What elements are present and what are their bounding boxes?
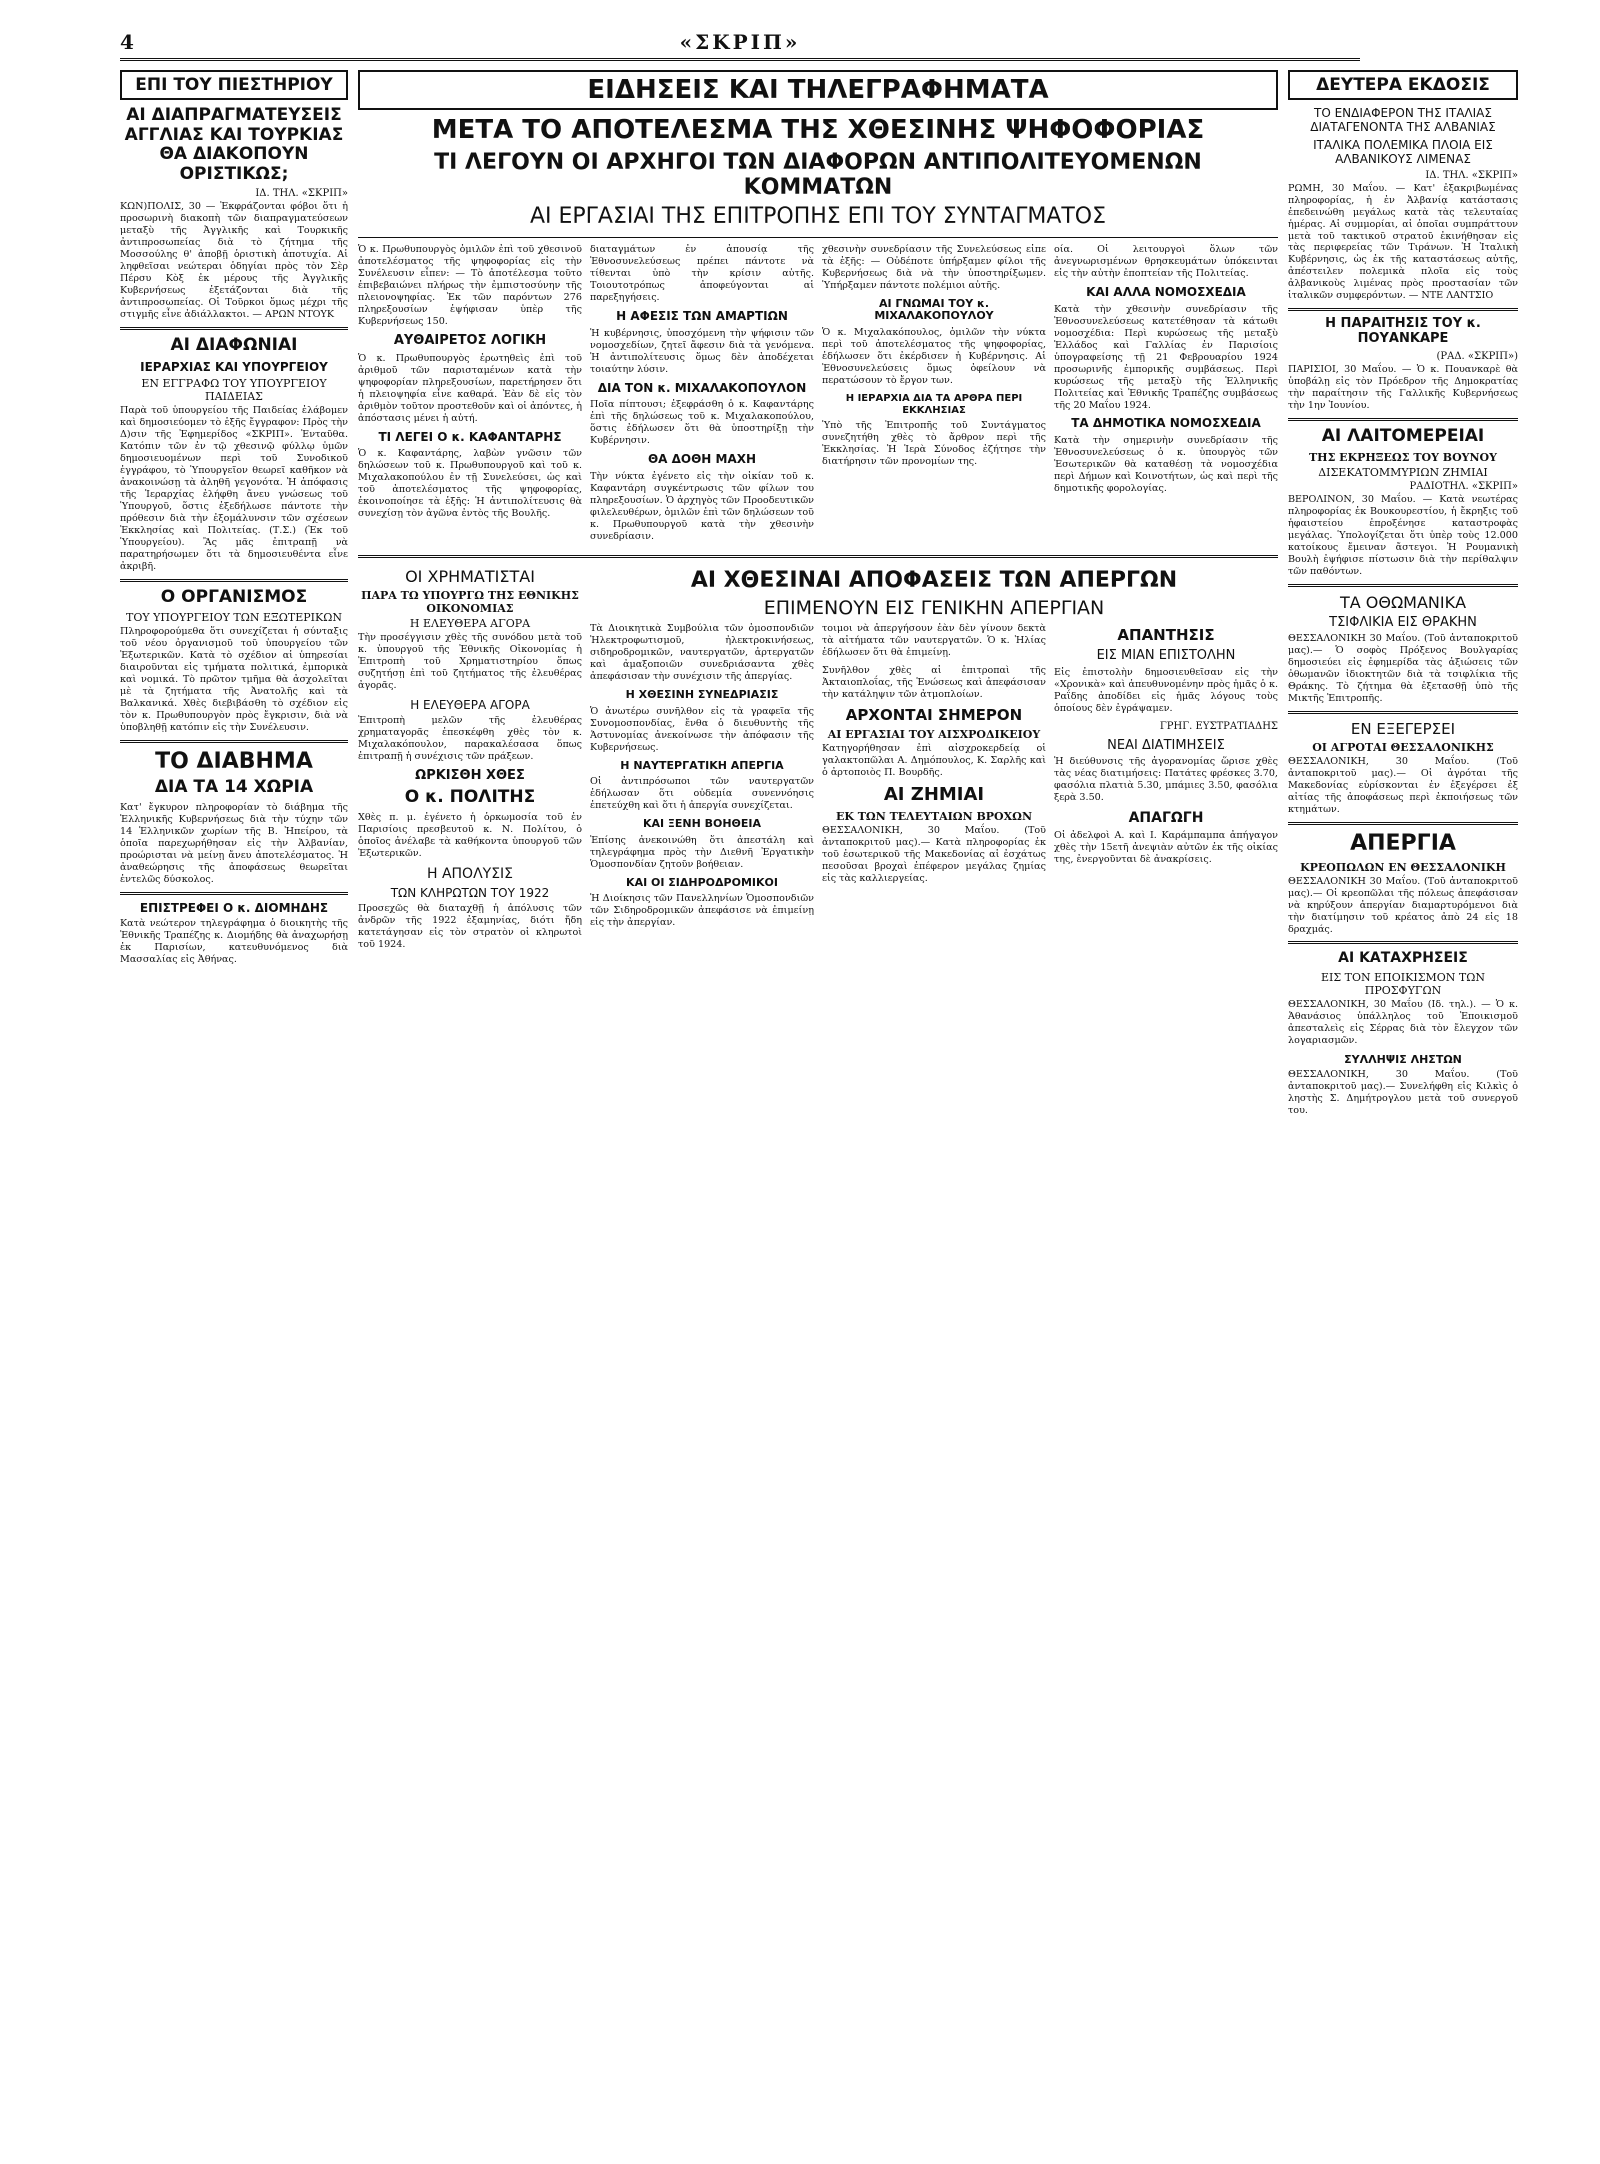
article-body: Τὴν προσέγγισιν χθὲς τῆς συνόδου μετὰ τοῦ κ. ὑπουργοῦ τῆς Ἐθνικῆς Οἰκονομίας ἡ Ἐπιτροπὴ τοῦ Χρηματιστηρίου ὅπως συζητήσῃ ἐπὶ τοῦ ζητήματος τῆς ἐλευθέρας ἀγορᾶς. xyxy=(358,632,582,692)
article-body: Συνῆλθον χθὲς αἱ ἐπιτροπαὶ τῆς Ἀκταιοπλοΐας, τῆς Ἑνώσεως καὶ ἀπεφάσισαν τὴν κατάληψιν τῶν ἀτμοπλοίων. xyxy=(822,665,1046,700)
section-subheading: ΕΚ ΤΩΝ ΤΕΛΕΥΤΑΙΩΝ ΒΡΟΧΩΝ xyxy=(835,809,1033,823)
article-body: Ἐπίσης ἀνεκοινώθη ὅτι ἀπεστάλη καὶ τηλεγράφημα πρὸς τὴν Διεθνῆ Ἐργατικὴν Ὁμοσπονδίαν ζητοῦν βοήθειαν. xyxy=(590,834,814,870)
article-body: ΚΩΝ)ΠΟΛΙΣ, 30 — Ἐκφράζονται φόβοι ὅτι ἡ προσωρινὴ διακοπὴ τῶν διαπραγματεύσεων μεταξὺ τῆς Ἀγγλικῆς καὶ Τουρκικῆς ἀντιπροσωπείας διὰ τὸ ζήτημα τῆς Μοσσούλης θ' ἀποβῇ ὁριστικὴ ἀποτυχία. Αἱ ληφθεῖσαι νεώτεραι ὁδηγίαι πρὸς τὸν Σὲρ Πέρσυ Κὸξ ἐκ μέρους τῆς Ἀγγλικῆς Κυβερνήσεως ἐξετάζονται διὰ τῆς ἀντιπροσωπείας. Οἱ Τοῦρκοι ὅμως μέχρι τῆς στιγμῆς εἶνε ἀδιάλλακτοι. — ΑΡΩΝ ΝΤΟΥΚ xyxy=(120,201,348,321)
section-heading: ΤΑ ΔΗΜΟΤΙΚΑ ΝΟΜΟΣΧΕΔΙΑ xyxy=(1071,416,1261,431)
article-body: Πληροφορούμεθα ὅτι συνεχίζεται ἡ σύνταξις τοῦ νέου ὀργανισμοῦ τοῦ ὑπουργείου τῶν Ἐξωτερικῶν. Κατὰ τὸ σχέδιον αἱ ὑπηρεσίαι διαιροῦνται εἰς τμήματα πολιτικά, ἐμπορικὰ καὶ νομικά. Τὸ πρῶτον τμῆμα θὰ ἀσχολεῖται μὲ τὰ ζητήματα τῆς Ἀνατολῆς καὶ τὰ Βαλκανικά. Χθὲς διεβιβάσθη τὸ σχέδιον εἰς τὸν κ. Πρωθυπουργὸν πρὸς ἔγκρισιν, διὰ νὰ ὑποβληθῇ κατόπιν εἰς τὴν Συνέλευσιν. xyxy=(120,626,348,734)
article-subtitle: ΚΡΕΟΠΩΛΩΝ ΕΝ ΘΕΣΣΑΛΟΝΙΚΗ xyxy=(1300,860,1506,874)
article-body: Ὁ κ. Πρωθυπουργὸς ὁμιλῶν ἐπὶ τοῦ χθεσινοῦ ἀποτελέσματος τῆς ψηφοφορίας εἰς τὴν Συνέλευσιν εἶπεν: — Τὸ ἀποτέλεσμα τοῦτο ἐπιβεβαιώνει πλήρως τὴν ἐμπιστοσύνην τῆς πλειονοψηφίας. Ἐκ τῶν παρόντων 276 πληρεξουσίων ἐψήφισαν ὑπὲρ τῆς Κυβερνήσεως 150. xyxy=(358,243,582,327)
article-subtitle: ΕΙΣ ΤΟΝ ΕΠΟΙΚΙΣΜΟΝ ΤΩΝ ΠΡΟΣΦΥΓΩΝ xyxy=(1321,970,1485,997)
divider xyxy=(120,579,348,582)
article-body: ΘΕΣΣΑΛΟΝΙΚΗ, 30 Μαΐου. (Τοῦ ἀνταποκριτοῦ μας).— Συνελήφθη εἰς Κιλκὶς ὁ ληστὴς Σ. Δημήτρογλου μετὰ τοῦ συνεργοῦ του. xyxy=(1288,1068,1518,1116)
article-body: Ἡ Διοίκησις τῶν Πανελληνίων Ὁμοσπονδιῶν τῶν Σιδηροδρομικῶν ἀπεφάσισε νὰ ἐπιμείνῃ εἰς τὴν ἀπεργίαν. xyxy=(590,893,814,929)
section-heading: Η ΧΘΕΣΙΝΗ ΣΥΝΕΔΡΙΑΣΙΣ xyxy=(625,687,779,701)
article-body: Προσεχῶς θὰ διαταχθῇ ἡ ἀπόλυσις τῶν ἀνδρῶν τῆς 1922 ἐξαμηνίας, διότι ἤδη κατετάγησαν εἰς τὸν στρατὸν οἱ κληρωτοὶ τοῦ 1924. xyxy=(358,903,582,950)
strike-article xyxy=(590,564,1278,957)
main-headline: ΜΕΤΑ ΤΟ ΑΠΟΤΕΛΕΣΜΑ ΤΗΣ ΧΘΕΣΙΝΗΣ ΨΗΦΟΦΟΡΙΑΣ xyxy=(431,115,1205,145)
center-column xyxy=(358,70,1278,2134)
article-body: Ὁ κ. Πρωθυπουργὸς ἐρωτηθεὶς ἐπὶ τοῦ ἀριθμοῦ τῶν παρισταμένων κατὰ τὴν ψηφοφορίαν πληρεξουσίων, παρετήρησεν ὅτι ἡ πλειοψηφία εἶνε καθαρά. Ἐὰν δὲ εἰς τὸν ἀριθμὸν τοῦτον προστεθοῦν καὶ οἱ ἀπόντες, ἡ ἀπόστασις μένει ἡ αὐτή. xyxy=(358,352,582,424)
telegraph-credit: ΙΔ. ΤΗΛ. «ΣΚΡΙΠ» xyxy=(255,188,348,200)
section-heading: ΑΡΧΟΝΤΑΙ ΣΗΜΕΡΟΝ xyxy=(845,705,1023,724)
article-body: Οἱ ἀδελφοὶ Α. καὶ Ι. Καράμπαμπα ἀπήγαγον χθὲς τὴν 15ετῆ ἀνεψιὰν αὐτῶν ἐκ τῆς οἰκίας της, ἐνεργοῦνται δὲ ἀνακρίσεις. xyxy=(1054,830,1278,866)
article-subtitle: ΙΕΡΑΡΧΙΑΣ ΚΑΙ ΥΠΟΥΡΓΕΙΟΥ xyxy=(140,359,328,374)
article-body: Κατ' ἔγκυρον πληροφορίαν τὸ διάβημα τῆς Ἑλληνικῆς Κυβερνήσεως διὰ τὴν τύχην τῶν 14 Ἑλληνικῶν χωρίων τῆς Β. Ἠπείρου, τὰ ὁποῖα παρεχωρήθησαν εἰς τὴν Ἀλβανίαν, προώρισται νὰ μείνῃ ἄνευ ἀποτελέσματος. Ἡ ἀναθεώρησις τῆς ἀποφάσεως θεωρεῖται ἐντελῶς δύσκολος. xyxy=(120,802,348,885)
article-subtitle: ΔΙΑ ΤΑ 14 ΧΩΡΙΑ xyxy=(154,777,314,798)
article-body: Ἡ διεύθυνσις τῆς ἀγορανομίας ὥρισε χθὲς τὰς νέας διατιμήσεις: Πατάτες φρέσκες 3.70, φασόλια πλατιὰ 5.30, μπάμιες 3.50, φασόλια ξερὰ 3.50. xyxy=(1054,756,1278,804)
divider xyxy=(358,555,1278,558)
main-column-4 xyxy=(1054,244,1278,549)
divider xyxy=(1288,584,1518,587)
main-column-2 xyxy=(590,244,814,549)
article-body: Ὁ κ. Καφαντάρης, λαβὼν γνῶσιν τῶν δηλώσεων τοῦ κ. Πρωθυπουργοῦ καὶ τοῦ κ. Μιχαλακοπούλου ἐν τῇ Συνελεύσει, ὡς καὶ τοῦ ἀποτελέσματος τῆς ψηφοφορίας, ἐκοινοποίησε τὰ ἑξῆς: Ἡ ἀντιπολίτευσις θὰ συνεχίσῃ τὸν ἀγῶνα ἐντὸς τῆς Βουλῆς. xyxy=(358,448,582,520)
article-body: Τὰ Διοικητικὰ Συμβούλια τῶν ὁμοσπονδιῶν Ἠλεκτροφωτισμοῦ, ἠλεκτροκινήσεως, σιδηροδρομικῶν, ναυτεργατῶν, ἀρτεργατῶν καὶ ἀμαξοποιῶν συνεδριάσαντα χθὲς ἀπεφάσισαν τὴν συνέχισιν τῆς ἀπεργίας. xyxy=(590,623,814,682)
article-body: Κατηγορήθησαν ἐπὶ αἰσχροκερδείᾳ οἱ γαλακτοπῶλαι Α. Δημόπουλος, Κ. Σαρλῆς καὶ ὁ ἀρτοποιὸς Π. Βουρδῆς. xyxy=(822,743,1046,779)
section-heading: ΔΙΑ ΤΟΝ κ. ΜΙΧΑΛΑΚΟΠΟΥΛΟΝ xyxy=(597,380,807,395)
strike-column-2 xyxy=(822,623,1046,935)
section-heading: ΑΙ ΓΝΩΜΑΙ ΤΟΥ κ. ΜΙΧΑΛΑΚΟΠΟΥΛΟΥ xyxy=(874,296,994,323)
article-body: ΒΕΡΟΛΙΝΟΝ, 30 Μαΐου. — Κατὰ νεωτέρας πληροφορίας ἐκ Βουκουρεστίου, ἡ ἔκρηξις τοῦ ἡφαιστείου ἐπροξένησε καταστροφὰς μεγάλας. Ὑπολογίζεται ὅτι ὑπὲρ τοὺς 12.000 κατοίκους ἔμειναν ἄστεγοι. Ἡ Ρουμανικὴ Βουλὴ ἐψήφισε πίστωσιν διὰ τὴν περίθαλψιν τῶν παθόντων. xyxy=(1288,493,1518,577)
article-subtitle: ΤΗΣ ΕΚΡΗΞΕΩΣ ΤΟΥ ΒΟΥΝΟΥ xyxy=(1309,450,1497,464)
telegraph-credit: ΙΔ. ΤΗΛ. «ΣΚΡΙΠ» xyxy=(1425,169,1518,181)
article-title: ΕΠΙΣΤΡΕΦΕΙ Ο κ. ΔΙΟΜΗΔΗΣ xyxy=(139,900,329,915)
section-heading: ΑΠΑΓΩΓΗ xyxy=(1128,810,1204,827)
article-body: ΘΕΣΣΑΛΟΝΙΚΗ, 30 Μαΐου. (Τοῦ ἀνταποκριτοῦ μας).— Οἱ ἀγρόται τῆς Μακεδονίας εὑρίσκονται ἐν ἐξεγέρσει ἐξ αἰτίας τῆς ἀποφάσεως περὶ ἐκποιήσεως τῶν κτημάτων. xyxy=(1288,756,1518,816)
section-heading: Η ΕΛΕΥΘΕΡΑ ΑΓΟΡΑ xyxy=(410,698,530,713)
divider xyxy=(1288,308,1518,311)
section-heading: ΘΑ ΔΟΘΗ ΜΑΧΗ xyxy=(647,452,757,467)
article-title: ΑΙ ΚΑΤΑΧΡΗΣΕΙΣ xyxy=(1338,950,1468,967)
article-body: Χθὲς π. μ. ἐγένετο ἡ ὁρκωμοσία τοῦ ἐν Παρισίοις πρεσβευτοῦ κ. Ν. Πολίτου, ὁ ὁποῖος ἀνέλαβε τὰ καθήκοντα ὑπουργοῦ τῶν Ἐξωτερικῶν. xyxy=(358,811,582,859)
article-title: ΑΙ ΛΑΙΤΟΜΕΡΕΙΑΙ xyxy=(1321,426,1485,447)
strike-headline: ΑΙ ΧΘΕΣΙΝΑΙ ΑΠΟΦΑΣΕΙΣ ΤΩΝ ΑΠΕΡΓΩΝ xyxy=(690,567,1178,593)
page-number: 4 xyxy=(120,30,134,54)
article-subtitle: ΙΤΑΛΙΚΑ ΠΟΛΕΜΙΚΑ ΠΛΟΙΑ ΕΙΣ ΑΛΒΑΝΙΚΟΥΣ ΛΙΜΕΝΑΣ xyxy=(1313,137,1493,167)
section-subheading: ΑΙ ΕΡΓΑΣΙΑΙ ΤΟΥ ΑΙΣΧΡΟΔΙΚΕΙΟΥ xyxy=(827,728,1041,742)
left-column xyxy=(120,70,348,2134)
article-body: Κατὰ τὴν χθεσινὴν συνεδρίασιν τῆς Ἐθνοσυνελεύσεως κατετέθησαν τὰ κάτωθι νομοσχέδια: Περὶ κυρώσεως τῆς μεταξὺ Ἑλλάδος καὶ Γαλλίας ἐν Παρισίοις ὑπογραφείσης τῇ 21 Φεβρουαρίου 1924 προσωρινῆς ἐμπορικῆς συμβάσεως. Περὶ κυρώσεως τῆς μεταξὺ τῆς Ἑλληνικῆς Πολιτείας καὶ Ἐθνικῆς Τραπέζης συμβάσεως τῆς 20 Μαΐου 1924. xyxy=(1054,303,1278,411)
article-title: Ο ΟΡΓΑΝΙΣΜΟΣ xyxy=(160,586,308,607)
article-title: ΑΠΑΝΤΗΣΙΣ xyxy=(1117,626,1215,645)
strike-column-3 xyxy=(1054,623,1278,935)
article-title: ΑΙ ΔΙΑΠΡΑΓΜΑΤΕΥΣΕΙΣ ΑΓΓΛΙΑΣ ΚΑΙ ΤΟΥΡΚΙΑΣ ΘΑ ΔΙΑΚΟΠΟΥΝ ΟΡΙΣΤΙΚΩΣ; xyxy=(124,105,344,184)
main-headline-3: ΑΙ ΕΡΓΑΣΙΑΙ ΤΗΣ ΕΠΙΤΡΟΠΗΣ ΕΠΙ ΤΟΥ ΣΥΝΤΑΓΜΑΤΟΣ xyxy=(529,204,1107,230)
article-body: ΘΕΣΣΑΛΟΝΙΚΗ 30 Μαΐου. (Τοῦ ἀνταποκριτοῦ μας).— Ὁ σοφὸς Πρόξενος Βουλγαρίας δημοσιεύει εἰς ἐφημερίδα τὰς ἀξιώσεις τῶν ὀθωμανῶν ἰδιοκτητῶν διὰ τὰ τσιφλίκια τῆς Θράκης. Τὸ ζήτημα θὰ ἐξετασθῇ ὑπὸ τῆς Μικτῆς Ἐπιτροπῆς. xyxy=(1288,633,1518,705)
section-heading: Η ΑΦΕΣΙΣ ΤΩΝ ΑΜΑΡΤΙΩΝ xyxy=(616,308,788,323)
section-heading: ΚΑΙ ΑΛΛΑ ΝΟΜΟΣΧΕΔΙΑ xyxy=(1086,284,1246,299)
article-body: Ὑπὸ τῆς Ἐπιτροπῆς τοῦ Συντάγματος συνεζητήθη χθὲς τὸ ἄρθρον περὶ τῆς Ἐκκλησίας. Ἡ Ἱερὰ Σύνοδος ἐζήτησε τὴν διατήρησιν τῶν προνομίων της. xyxy=(822,420,1046,467)
article-body: Κατὰ νεώτερον τηλεγράφημα ὁ διοικητὴς τῆς Ἐθνικῆς Τραπέζης κ. Διομήδης θὰ ἀναχωρήσῃ ἐκ Παρισίων, κατευθυνόμενος διὰ Μασσαλίας εἰς Ἀθήνας. xyxy=(120,918,348,966)
article-title: ΕΝ ΕΞΕΓΕΡΣΕΙ xyxy=(1350,720,1456,739)
section-heading: Η ΑΠΟΛΥΣΙΣ xyxy=(426,865,514,882)
article-body: Παρὰ τοῦ ὑπουργείου τῆς Παιδείας ἐλάβομεν καὶ δημοσιεύομεν τὸ ἑξῆς ἔγγραφον: Πρὸς τὴν Δ)σιν τῆς Ἐφημερίδος «ΣΚΡΙΠ». Ἐνταῦθα. Κατόπιν τῶν ἐν τῷ χθεσινῷ φύλλῳ ὑμῶν δημοσιευομένων περὶ τοῦ Συνοδικοῦ ἐγγράφου, τὸ Ὑπουργεῖον θεωρεῖ καθῆκον νὰ ἀνακοινώσῃ τὰ ἀληθῆ γεγονότα. Ἡ ἀπόφασις τῆς Ἱεραρχίας ἐλήφθη ἄνευ γνώσεως τοῦ Ὑπουργοῦ, ὅστις ἐξεδήλωσε πάντοτε τὴν πρόθεσιν διὰ τὴν ἐξομάλυνσιν τῶν σχέσεων Ἐκκλησίας καὶ Πολιτείας. (Τ.Σ.) (Ἐκ τοῦ Ὑπουργείου). Ἂς μᾶς ἐπιτραπῇ νὰ παρατηρήσωμεν ὅτι τὰ δημοσιευθέντα εἶνε ἀκριβῆ. xyxy=(120,404,348,572)
strike-column-1 xyxy=(590,623,814,935)
article-body: ΘΕΣΣΑΛΟΝΙΚΗ, 30 Μαΐου (Ιδ. τηλ.). — Ὁ κ. Ἀθανάσιος ὑπάλληλος τοῦ Ἐποικισμοῦ ἀπεσταλεὶς εἰς Σέρρας διὰ τὸν ἔλεγχον τῶν λογαριασμῶν. xyxy=(1288,998,1518,1046)
article-body: διαταγμάτων ἐν ἀπουσίᾳ τῆς Ἐθνοσυνελεύσεως πρέπει πάντοτε νὰ τίθενται ὑπὸ τὴν κρίσιν αὐτῆς. Τοιουτοτρόπως ἀποφεύγονται αἱ παρεξηγήσεις. xyxy=(590,243,814,303)
divider xyxy=(1288,822,1518,825)
section-header-press: ΕΠΙ ΤΟΥ ΠΙΕΣΤΗΡΙΟΥ xyxy=(120,70,348,100)
article-body: Ὁ ἀνωτέρω συνῆλθον εἰς τὰ γραφεῖα τῆς Συνομοσπονδίας, ἔνθα ὁ διευθυντὴς τῆς Ἀστυνομίας ἀνεκοίνωσε τὴν ἀπόφασιν τῆς Κυβερνήσεως. xyxy=(590,705,814,753)
article-subtitle: ΕΝ ΕΓΓΡΑΦΩ ΤΟΥ ΥΠΟΥΡΓΕΙΟΥ ΠΑΙΔΕΙΑΣ xyxy=(141,376,327,403)
right-column xyxy=(1288,70,1518,2134)
article-body: ΘΕΣΣΑΛΟΝΙΚΗ 30 Μαΐου. (Τοῦ ἀνταποκριτοῦ μας).— Οἱ κρεοπῶλαι τῆς πόλεως ἀπεφάσισαν νὰ κηρύξουν ἀπεργίαν διαμαρτυρόμενοι διὰ τὴν διατίμησιν τοῦ κρέατος ἀπὸ 24 εἰς 18 δραχμάς. xyxy=(1288,875,1518,935)
article-subtitle: ΕΙΣ ΜΙΑΝ ΕΠΙΣΤΟΛΗΝ xyxy=(1096,648,1236,664)
article-body: Ἡ κυβέρνησις, ὑποσχόμενη τὴν ψήφισιν τῶν νομοσχεδίων, ζητεῖ ἄφεσιν διὰ τὰ γενόμενα. Ἡ ἀντιπολίτευσις ὅμως δὲν ἀποδέχεται τοιαύτην λύσιν. xyxy=(590,327,814,375)
section-heading: ΑΙ ΖΗΜΙΑΙ xyxy=(883,784,985,806)
article-body: Εἰς ἐπιστολὴν δημοσιευθεῖσαν εἰς τὴν «Χρονικὰ» καὶ ἀπευθυνομένην πρὸς ἡμᾶς ὁ κ. Ραΐδης ἀποδίδει εἰς ἡμᾶς λόγους τοὺς ὁποίους δὲν ἐγράψαμεν. xyxy=(1054,666,1278,714)
section-heading: ΚΑΙ ΞΕΝΗ ΒΟΗΘΕΙΑ xyxy=(642,817,762,831)
section-heading: ΩΡΚΙΣΘΗ ΧΘΕΣ xyxy=(415,768,525,784)
article-body: χθεσινὴν συνεδρίασιν τῆς Συνελεύσεως εἶπε τὰ ἑξῆς: — Οὐδέποτε ὑπήρξαμεν φίλοι τῆς Κυβερνήσεως διὰ νὰ τὴν ὑποστηρίξωμεν. Ὑπήρξαμεν πάντοτε πολέμιοι αὐτῆς. xyxy=(822,243,1046,291)
article-body: οία. Οἱ λειτουργοὶ ὅλων τῶν ἀνεγνωρισμένων θρησκευμάτων ὑπόκεινται εἰς τὴν αὐτὴν ἐποπτείαν τῆς Πολιτείας. xyxy=(1054,243,1278,279)
section-heading: ΤΩΝ ΚΛΗΡΩΤΩΝ ΤΟΥ 1922 xyxy=(390,885,550,900)
newspaper-name: «ΣΚΡΙΠ» xyxy=(679,30,801,54)
divider xyxy=(1288,711,1518,714)
main-column-1 xyxy=(358,244,582,549)
article-subtitle: ΤΣΙΦΛΙΚΙΑ ΕΙΣ ΘΡΑΚΗΝ xyxy=(1329,614,1477,630)
article-title: ΟΙ ΧΡΗΜΑΤΙΣΤΑΙ xyxy=(405,566,535,586)
article-title: ΑΙ ΔΙΑΦΩΝΙΑΙ xyxy=(170,335,298,356)
section-header-second-edition: ΔΕΥΤΕΡΑ ΕΚΔΟΣΙΣ xyxy=(1288,70,1518,100)
article-body: Ἐπιτροπὴ μελῶν τῆς ἐλευθέρας χρηματαγορᾶς ἐπεσκέφθη χθὲς τὸν κ. Μιχαλακόπουλον, παρακαλέσασα ὅπως ἐπιτραπῇ ἡ συνέχισις τῶν πράξεων. xyxy=(358,715,582,763)
section-header-news: ΕΙΔΗΣΕΙΣ ΚΑΙ ΤΗΛΕΓΡΑΦΗΜΑΤΑ xyxy=(358,70,1278,110)
main-article-columns xyxy=(358,244,1278,549)
article-title: ΑΠΕΡΓΙΑ xyxy=(1350,831,1456,857)
section-heading: Η ΝΑΥΤΕΡΓΑΤΙΚΗ ΑΠΕΡΓΙΑ xyxy=(620,758,784,772)
article-body: ΡΩΜΗ, 30 Μαΐου. — Κατ' ἐξακριβωμένας πληροφορίας, ἡ ἐν Ἀλβανίᾳ κατάστασις ἐπεδεινώθη μεγάλως κατὰ τὰς τελευταίας ἡμέρας. Αἱ συμμορίαι, αἱ ὁποῖαι συμπράττουν μετὰ τοῦ τακτικοῦ στρατοῦ ἐκινήθησαν εἰς τὰς περιφερείας τῶν Τιράνων. Ἡ Ἰταλικὴ Κυβέρνησις, ὡς ἐκ τῆς καταστάσεως αὐτῆς, ἀπέστειλεν πολεμικὰ πλοῖα εἰς τοὺς ἀλβανικοὺς λιμένας πρὸς προστασίαν τῶν ἰταλικῶν συμφερόντων. — ΝΤΕ ΛΑΝΤΣΙΟ xyxy=(1288,182,1518,302)
article-body: Κατὰ τὴν σημερινὴν συνεδρίασιν τῆς Ἐθνοσυνελεύσεως ὁ κ. ὑπουργὸς τῶν Ἐσωτερικῶν θὰ καταθέσῃ τὰ νομοσχέδια περὶ Δήμων καὶ Κοινοτήτων, ὡς καὶ περὶ τῆς δημοτικῆς φορολογίας. xyxy=(1054,435,1278,495)
article-title: Η ΠΑΡΑΙΤΗΣΙΣ ΤΟΥ κ. ΠΟΥΑΝΚΑΡΕ xyxy=(1325,316,1481,347)
lower-article-columns xyxy=(358,564,1278,957)
article-subtitle: ΟΙ ΑΓΡΟΤΑΙ ΘΕΣΣΑΛΟΝΙΚΗΣ xyxy=(1312,741,1494,755)
article-body: ΘΕΣΣΑΛΟΝΙΚΗ, 30 Μαΐου. (Τοῦ ἀνταποκριτοῦ μας).— Κατὰ πληροφορίας ἐκ τοῦ ἐσωτερικοῦ τῆς Μακεδονίας αἱ ἐσχάτως πεσοῦσαι βροχαὶ ἐπέφερον μεγάλας ζημίας εἰς τὰς καλλιεργείας. xyxy=(822,824,1046,884)
section-heading: ΝΕΑΙ ΔΙΑΤΙΜΗΣΕΙΣ xyxy=(1107,737,1225,753)
divider xyxy=(1288,941,1518,944)
section-heading: ΣΥΛΛΗΨΙΣ ΛΗΣΤΩΝ xyxy=(1344,1052,1462,1066)
telegraph-credit: (ΡΑΔ. «ΣΚΡΙΠ») xyxy=(1436,351,1518,363)
main-column-3 xyxy=(822,244,1046,549)
main-headline-2: ΤΙ ΛΕΓΟΥΝ ΟΙ ΑΡΧΗΓΟΙ ΤΩΝ ΔΙΑΦΟΡΩΝ ΑΝΤΙΠΟΛΙΤΕΥΟΜΕΝΩΝ ΚΟΜΜΑΤΩΝ xyxy=(434,149,1202,201)
section-heading: ΚΑΙ ΟΙ ΣΙΔΗΡΟΔΡΟΜΙΚΟΙ xyxy=(626,875,778,889)
article-subtitle: ΠΑΡΑ ΤΩ ΥΠΟΥΡΓΩ ΤΗΣ ΕΘΝΙΚΗΣ ΟΙΚΟΝΟΜΙΑΣ xyxy=(361,589,579,616)
telegraph-credit: ΡΑΔΙΟΤΗΛ. «ΣΚΡΙΠ» xyxy=(1409,480,1518,492)
section-heading: Ο κ. ΠΟΛΙΤΗΣ xyxy=(404,787,536,808)
article-subtitle: ΔΙΣΕΚΑΤΟΜΜΥΡΙΩΝ ΖΗΜΙΑΙ xyxy=(1318,465,1488,479)
section-heading: Η ΙΕΡΑΡΧΙΑ ΔΙΑ ΤΑ ΑΡΘΡΑ ΠΕΡΙ ΕΚΚΛΗΣΙΑΣ xyxy=(845,393,1023,416)
divider xyxy=(358,237,1278,238)
divider xyxy=(120,892,348,895)
lower-column-1 xyxy=(358,564,582,957)
article-body: Ποῖα πίπτουσι; ἐξεφράσθη ὁ κ. Καφαντάρης ἐπὶ τῆς δηλώσεως τοῦ κ. Μιχαλακοπούλου, ὅστις ἐδήλωσεν ὅτι θὰ ὑποστηρίξῃ τὴν Κυβέρνησιν. xyxy=(590,399,814,447)
strike-headline-2: ΕΠΙΜΕΝΟΥΝ ΕΙΣ ΓΕΝΙΚΗΝ ΑΠΕΡΓΙΑΝ xyxy=(763,597,1105,620)
article-subtitle: Η ΕΛΕΥΘΕΡΑ ΑΓΟΡΑ xyxy=(409,617,531,631)
article-body: ΠΑΡΙΣΙΟΙ, 30 Μαΐου. — Ὁ κ. Πουανκαρὲ θὰ ὑποβάλῃ εἰς τὸν Πρόεδρον τῆς Δημοκρατίας τὴν παραίτησιν τῆς Γαλλικῆς Κυβερνήσεως τὴν 1ην Ἰουνίου. xyxy=(1288,364,1518,412)
divider xyxy=(1288,418,1518,421)
article-title: ΤΟ ΕΝΔΙΑΦΕΡΟΝ ΤΗΣ ΙΤΑΛΙΑΣ ΔΙΑΤΑΓΕΝΟΝΤΑ ΤΗΣ ΑΛΒΑΝΙΑΣ xyxy=(1310,106,1496,135)
divider xyxy=(120,327,348,330)
divider xyxy=(120,740,348,743)
article-body: Οἱ ἀντιπρόσωποι τῶν ναυτεργατῶν ἐδήλωσαν ὅτι οὐδεμία συνεννόησις ἐπετεύχθη καὶ ὅτι ἡ ἀπεργία συνεχίζεται. xyxy=(590,776,814,812)
section-heading: ΑΥΘΑΙΡΕΤΟΣ ΛΟΓΙΚΗ xyxy=(393,332,547,348)
article-title: ΤΑ ΟΘΩΜΑΝΙΚΑ xyxy=(1339,592,1467,612)
article-body: Τὴν νύκτα ἐγένετο εἰς τὴν οἰκίαν τοῦ κ. Καφαντάρη συγκέντρωσις τῶν φίλων του πληρεξουσίων. Ὁ ἀρχηγὸς τῶν Προοδευτικῶν φιλελευθέρων, ὁμιλῶν ἐπὶ τῶν δηλώσεων τοῦ κ. Πρωθυπουργοῦ κατὰ τὴν χθεσινὴν συνεδρίασιν. xyxy=(590,471,814,542)
section-heading: ΤΙ ΛΕΓΕΙ Ο κ. ΚΑΦΑΝΤΑΡΗΣ xyxy=(378,429,562,444)
article-title: ΤΟ ΔΙΑΒΗΜΑ xyxy=(155,749,313,775)
article-body: τοιμοι νὰ ἀπεργήσουν ἐὰν δὲν γίνουν δεκτὰ τὰ αἰτήματα τῶν ναυτεργατῶν. Ὁ κ. Ἡλίας ἐδήλωσεν ὅτι θὰ ἐπιμείνῃ. xyxy=(822,623,1046,659)
article-subtitle: ΤΟΥ ΥΠΟΥΡΓΕΙΟΥ ΤΩΝ ΕΞΩΤΕΡΙΚΩΝ xyxy=(126,611,342,625)
strike-columns xyxy=(590,623,1278,935)
article-body: Ὁ κ. Μιχαλακόπουλος, ὁμιλῶν τὴν νύκτα περὶ τοῦ ἀποτελέσματος τῆς ψηφοφορίας, ἐδήλωσεν ὅτι ἐκέρδισεν ἡ Κυβέρνησις. Αἱ Ἐθνοσυνελεύσεις ὅμως ὀφείλουν νὰ περατώσουν τὸ ἔργον των. xyxy=(822,327,1046,387)
masthead xyxy=(120,30,1360,61)
signature: ΓΡΗΓ. ΕΥΣΤΡΑΤΙΑΔΗΣ xyxy=(1159,720,1278,732)
